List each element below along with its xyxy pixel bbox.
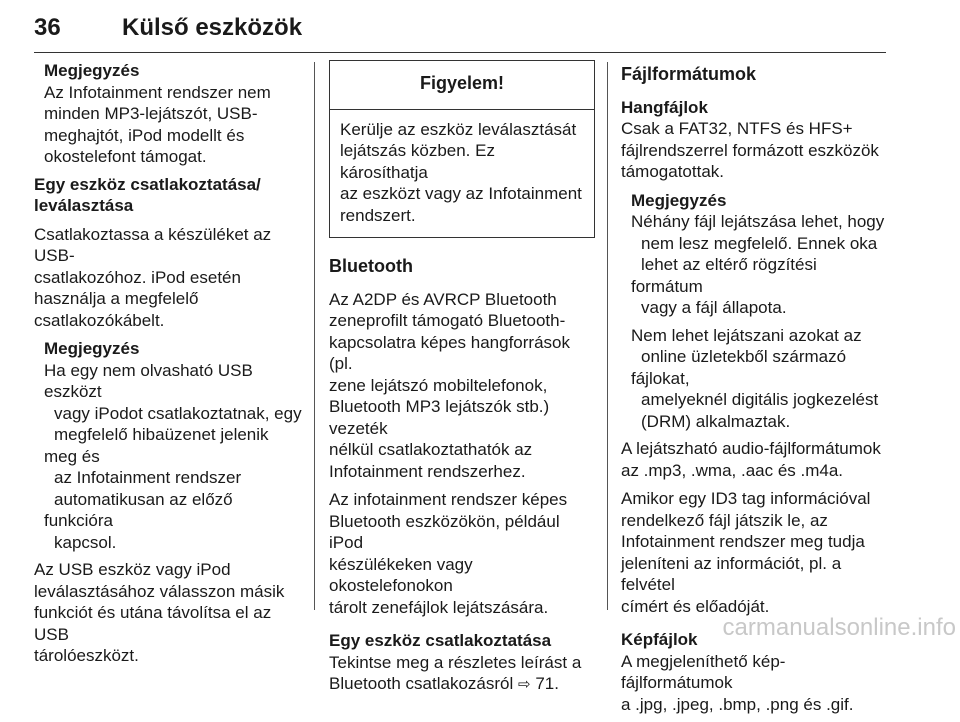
page-reference-arrow-icon[interactable]: ⇨ <box>518 676 531 693</box>
text-line: rendelkező fájl játszik le, az <box>621 510 828 530</box>
warning-text: az eszközt vagy az Infotainment <box>340 184 582 203</box>
warning-body <box>330 110 594 238</box>
text-line: Infotainment rendszerhez. <box>329 461 526 481</box>
note-text: online üzletekből származó fájlokat, <box>631 347 847 388</box>
text-line: kapcsolatra képes hangforrások (pl. <box>329 332 570 373</box>
warning-box <box>329 60 595 238</box>
note-title: Megjegyzés <box>631 190 727 210</box>
text-line: támogatottak. <box>621 162 725 181</box>
text-line: Bluetooth csatlakozásról <box>329 674 514 693</box>
note-box <box>34 338 302 553</box>
note-text: meghajtót, iPod modellt és <box>44 125 245 145</box>
text-line: készülékeken vagy okostelefonokon <box>329 554 473 595</box>
text-line: Tekintse meg a részletes leírást a <box>329 652 582 672</box>
section-heading-bluetooth: Bluetooth <box>329 256 413 276</box>
note-title: Megjegyzés <box>44 61 140 80</box>
text-line: tárolt zenefájlok lejátszására. <box>329 597 549 617</box>
note-text: kapcsol. <box>54 532 117 552</box>
column-divider-2 <box>607 62 608 610</box>
text-line: használja a megfelelő <box>34 289 199 308</box>
warning-title: Figyelem! <box>330 61 594 110</box>
paragraph <box>621 97 891 183</box>
text-line: a .jpg, .jpeg, .bmp, .png és .gif. <box>621 694 854 714</box>
text-line: tárolóeszközt. <box>34 646 139 665</box>
page-number: 36 <box>34 14 61 41</box>
text-line: nélkül csatlakoztathatók az <box>329 440 533 459</box>
text-line: Az A2DP és AVRCP Bluetooth <box>329 289 557 309</box>
text-line: Bluetooth eszközökön, például iPod <box>329 511 560 552</box>
text-line: az .mp3, .wma, .aac és .m4a. <box>621 460 844 480</box>
note-text: vagy iPodot csatlakoztatnak, egy <box>54 403 302 423</box>
text-line: A megjeleníthető kép-fájlformátumok <box>621 651 786 692</box>
note-text: az Infotainment rendszer <box>54 468 242 487</box>
note-text: minden MP3-lejátszót, USB- <box>44 104 258 123</box>
page-reference[interactable]: 71. <box>530 674 559 693</box>
note-box <box>34 60 302 168</box>
text-line: leválasztásához válasszon másik <box>34 581 285 601</box>
text-line: Infotainment rendszer meg tudja <box>621 532 865 551</box>
note-text: vagy a fájl állapota. <box>641 298 787 317</box>
note-text: Az Infotainment rendszer nem <box>44 82 271 102</box>
heading-line: Egy eszköz csatlakoztatása/ <box>34 174 261 194</box>
text-line: csatlakozóhoz. iPod esetén <box>34 267 241 287</box>
note-text: nem lesz megfelelő. Ennek oka <box>641 233 878 253</box>
column-divider-1 <box>314 62 315 610</box>
note-box <box>621 190 891 433</box>
text-line: Amikor egy ID3 tag információval <box>621 489 871 508</box>
subsection-heading: Hangfájlok <box>621 97 708 117</box>
paragraph <box>34 224 302 332</box>
note-text: automatikusan az előző funkcióra <box>44 489 233 530</box>
warning-text: lejátszás közben. Ez károsíthatja <box>340 141 495 182</box>
section-heading-file-formats: Fájlformátumok <box>621 64 757 84</box>
text-line: Az infotainment rendszer képes <box>329 490 568 509</box>
text-line: címért és előadóját. <box>621 596 770 616</box>
chapter-title: Külső eszközök <box>122 14 303 41</box>
paragraph <box>621 488 891 617</box>
text-line: jeleníteni az információt, pl. a felvétel <box>621 553 842 594</box>
text-line: Bluetooth MP3 lejátszók stb.) vezeték <box>329 397 550 438</box>
note-text: amelyeknél digitális jogkezelést <box>641 390 879 409</box>
text-line: Csak a FAT32, NTFS és HFS+ <box>621 119 853 138</box>
note-text: Ha egy nem olvasható USB eszközt <box>44 360 253 401</box>
text-line: funkciót és utána távolítsa el az USB <box>34 603 272 644</box>
text-line: zeneprofilt támogató Bluetooth- <box>329 311 566 330</box>
text-line: Az USB eszköz vagy iPod <box>34 560 231 579</box>
warning-text: rendszert. <box>340 205 416 225</box>
section-heading <box>34 174 302 217</box>
text-line: Csatlakoztassa a készüléket az USB- <box>34 224 272 265</box>
note-text: okostelefont támogat. <box>44 147 207 166</box>
warning-text: Kerülje az eszköz leválasztását <box>340 119 577 139</box>
note-text: (DRM) alkalmaztak. <box>641 411 791 431</box>
subsection-heading: Egy eszköz csatlakoztatása <box>329 631 552 650</box>
note-title: Megjegyzés <box>44 339 140 358</box>
text-line: csatlakozókábelt. <box>34 310 165 330</box>
column-1 <box>34 60 302 674</box>
text-line: fájlrendszerrel formázott eszközök <box>621 140 879 160</box>
note-text: Néhány fájl lejátszása lehet, hogy <box>631 212 885 231</box>
page-header <box>34 0 886 53</box>
paragraph <box>329 489 595 618</box>
watermark: carmanualsonline.info <box>722 614 956 641</box>
column-2 <box>329 60 595 703</box>
paragraph <box>34 559 302 667</box>
note-text: Nem lehet lejátszani azokat az <box>631 325 862 345</box>
heading-line: leválasztása <box>34 196 134 215</box>
note-text: lehet az eltérő rögzítési formátum <box>631 255 817 296</box>
subsection-heading: Képfájlok <box>621 630 698 649</box>
text-line: A lejátszható audio-fájlformátumok <box>621 439 881 458</box>
paragraph <box>329 630 595 696</box>
paragraph <box>621 438 891 481</box>
text-line: zene lejátszó mobiltelefonok, <box>329 375 548 395</box>
note-text: megfelelő hibaüzenet jelenik meg és <box>44 425 269 466</box>
paragraph <box>329 289 595 483</box>
